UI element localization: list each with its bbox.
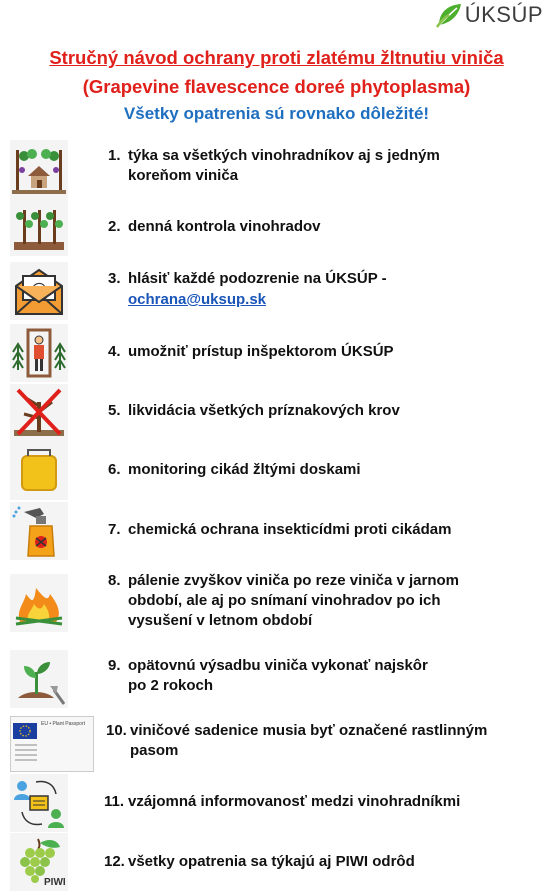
- item-number: 5.: [108, 402, 121, 419]
- piwi-label: PIWI: [44, 877, 66, 888]
- grapes-piwi-icon: [10, 833, 68, 891]
- item-number: 2.: [108, 218, 121, 235]
- item-text: denná kontrola vinohradov: [128, 218, 321, 235]
- leaf-logo-icon: [435, 1, 463, 29]
- inspector-gate-icon: [10, 324, 68, 382]
- item-number: 3.: [108, 270, 121, 287]
- seedling-icon: [10, 650, 68, 708]
- item-text: vzájomná informovanosť medzi vinohradníkmi: [128, 793, 461, 810]
- item-number: 8.: [108, 572, 121, 589]
- people-sharing-icon: [10, 774, 68, 832]
- email-envelope-icon: [10, 262, 68, 320]
- item-number: 11.: [104, 793, 125, 810]
- item-text: hlásiť každé podozrenie na ÚKSÚP -: [128, 270, 387, 287]
- item-text: likvidácia všetkých príznakových krov: [128, 402, 400, 419]
- vine-rows-icon: [10, 198, 68, 256]
- page-title-scientific: (Grapevine flavescence doreé phytoplasma): [82, 76, 471, 97]
- page-title: Stručný návod ochrany proti zlatému žltnutiu viniča: [49, 47, 504, 68]
- plant-passport-icon: [10, 716, 94, 772]
- item-number: 6.: [108, 461, 121, 478]
- vineyard-house-icon: [10, 140, 68, 198]
- email-link[interactable]: ochrana@uksup.sk: [128, 291, 267, 308]
- item-number: 12.: [104, 853, 125, 870]
- crossed-vine-icon: [10, 384, 68, 442]
- item-number: 10.: [106, 722, 127, 739]
- item-text: všetky opatrenia sa týkajú aj PIWI odrôd: [128, 853, 415, 870]
- passport-label: EU • Plant Passport: [41, 721, 85, 727]
- page-subtitle: Všetky opatrenia sú rovnako dôležité!: [123, 104, 430, 123]
- item-number: 7.: [108, 521, 121, 538]
- item-text: viničové sadenice musia byť označené rastlinným pasom: [130, 722, 488, 759]
- item-text: monitoring cikád žltými doskami: [128, 461, 361, 478]
- item-text: umožniť prístup inšpektorom ÚKSÚP: [128, 343, 394, 360]
- item-number: 9.: [108, 657, 121, 674]
- yellow-trap-icon: [10, 442, 68, 500]
- logo-text: ÚKSÚP: [464, 2, 543, 27]
- item-text: pálenie zvyškov viniča po reze viniča v jarnom období, ale aj po snímaní vinohradov po ich vysušení v letnom období: [128, 572, 459, 629]
- item-text: opätovnú výsadbu viniča vykonať najskôr po 2 rokoch: [128, 657, 428, 694]
- spray-bottle-icon: [10, 502, 68, 560]
- uksup-logo: [435, 0, 543, 30]
- item-number: 1.: [108, 147, 121, 164]
- fire-icon: [10, 574, 68, 632]
- item-text: chemická ochrana insekticídmi proti cikádam: [128, 521, 452, 538]
- item-text: týka sa všetkých vinohradníkov aj s jedným koreňom viniča: [128, 147, 440, 184]
- item-number: 4.: [108, 343, 121, 360]
